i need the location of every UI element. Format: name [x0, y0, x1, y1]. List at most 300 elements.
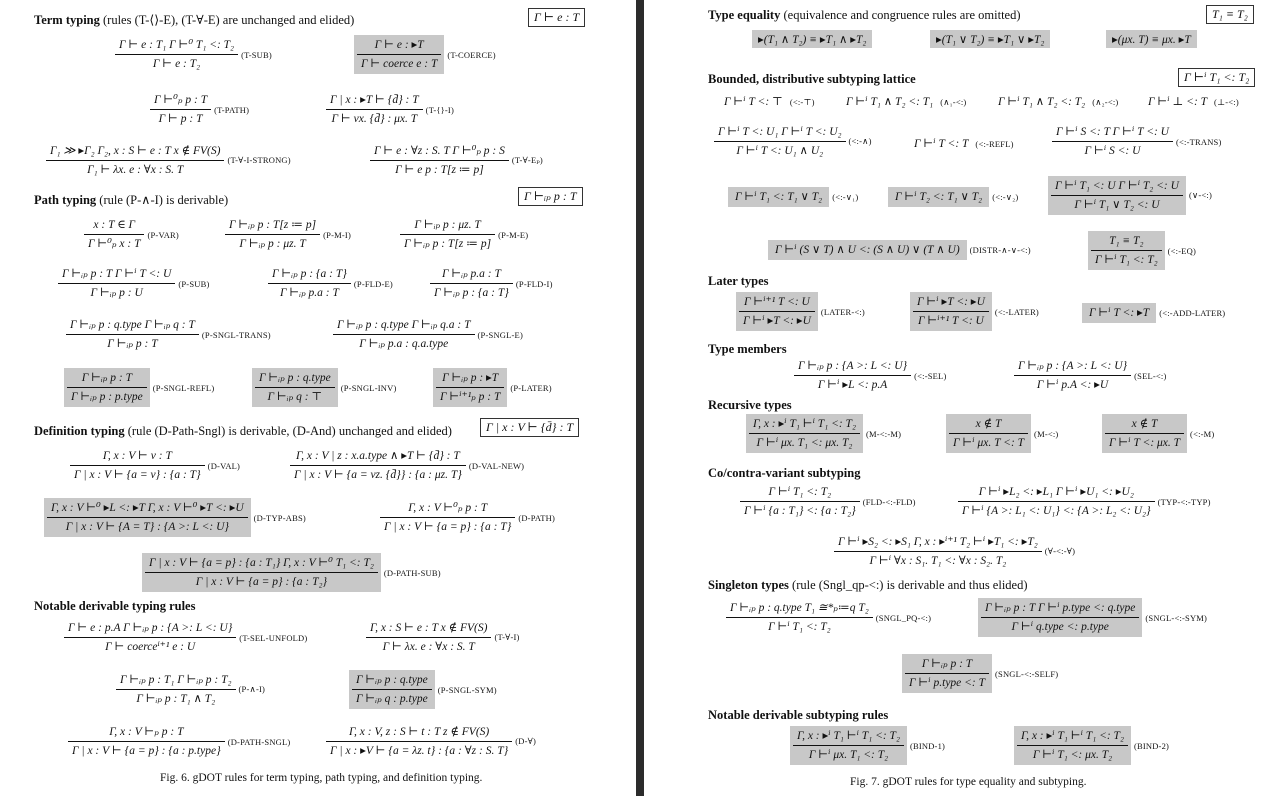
- judgement-path: Γ ⊢ᵢₚ p : T: [518, 187, 583, 206]
- rule-bar: [67, 387, 147, 388]
- rule-name: (SNGL-<:-SYM): [1145, 612, 1208, 623]
- rule-bar: [1051, 195, 1183, 196]
- rule-bar: [357, 54, 441, 55]
- rule-fraction: [326, 724, 512, 759]
- rule-premises: Γ ⊢ᵢₚ p : T₁ Γ ⊢ᵢₚ p : T₂: [120, 674, 232, 686]
- rule-premises: Γ, x : V, z : S ⊢ t : T z ∉ FV(S): [348, 726, 490, 738]
- rule-conclusion: Γ ⊢⁰ₚ x : T: [88, 238, 141, 250]
- rule-premises: Γ, x : ▸ⁱ T₁ ⊢ⁱ T₁ <: T₂: [1021, 730, 1124, 742]
- rule-name: (P-SUB): [178, 278, 210, 289]
- rule-name: (<:-Μ): [1190, 428, 1215, 439]
- rule-conclusion: Γ ⊢ᵢₚ p.a : T: [279, 287, 339, 299]
- rule-bar: [352, 689, 432, 690]
- rule-fraction: [225, 217, 320, 252]
- rule-fraction: [902, 654, 992, 693]
- rule-conclusion: Γ ⊢ⁱ {A >: L₁ <: U₁} <: {A >: L₂ <: U₂}: [962, 505, 1151, 517]
- rule-and1: Γ ⊢ⁱ T₁ ∧ T₂ <: T₁ (∧₁-<:): [846, 96, 967, 108]
- rule-name: (<:-LATER): [994, 306, 1039, 317]
- section-later-types: Later types: [708, 274, 769, 288]
- rule-premises: Γ₁ ≫ ▸Γ₂ Γ₂, x : S ⊢ e : T x ∉ FV(S): [50, 145, 221, 157]
- rule-and: [714, 124, 872, 159]
- rule-p-sngl-sym: [349, 670, 497, 709]
- rule-name: (D-PATH-SUB): [383, 567, 441, 578]
- rule-name: (P-∧-I): [238, 684, 266, 694]
- rule-conclusion: Γ ⊢ⁱ S <: U: [1084, 145, 1141, 157]
- rule-bar: [366, 637, 491, 638]
- rule-premises: Γ ⊢ᵢₚ p : μz. T: [414, 219, 481, 231]
- rule-d-path: [380, 500, 555, 535]
- rule-premises: Γ ⊢ e : ▸T: [374, 39, 424, 51]
- rule-sub-mu: [1102, 414, 1214, 453]
- rule-name: (D-VAL): [207, 460, 241, 471]
- rule-name: (T-COERCE): [447, 49, 496, 60]
- rule-name: (P-Μ-E): [498, 229, 529, 240]
- eq-and: ▸(T₁ ∧ T₂) ≡ ▸T₁ ∧ ▸T₂: [752, 30, 872, 48]
- rule-t-sel-unfold: [64, 620, 307, 655]
- rule-fraction: [354, 35, 444, 74]
- rule-fraction: [1102, 414, 1187, 453]
- rule-bar: [116, 689, 236, 690]
- rule-premises: Γ ⊢ᵢₚ p : ▸T: [442, 372, 499, 384]
- rule-bar: [1052, 141, 1173, 142]
- rule-name: (<:-∧): [848, 136, 872, 146]
- rule-name: (T-SUB): [241, 49, 272, 60]
- rule-conclusion: Γ ⊢ⁱ T₁ <: μx. T₂: [1032, 749, 1113, 761]
- rule-fraction: [433, 368, 507, 407]
- rule-p-fld-e: [268, 266, 393, 301]
- rule-fraction: [349, 670, 435, 709]
- rule-conclusion: Γ ⊢ᵢₚ p : p.type: [71, 391, 143, 403]
- rule-conclusion: Γ ⊢ λx. e : ∀x : S. T: [382, 641, 475, 653]
- rule-p-later: [433, 368, 552, 407]
- rule-bar: [1091, 250, 1162, 251]
- rule-fraction: [64, 368, 150, 407]
- rule-name: (<:-EQ): [1167, 245, 1197, 256]
- rule-premises: Γ ⊢ᵢₚ p : T[z ≔ p]: [229, 219, 317, 231]
- rule-t-path: [150, 92, 249, 127]
- rule-bar: [145, 572, 378, 573]
- rule-fraction: [1088, 231, 1165, 270]
- rule-forall: [834, 534, 1075, 569]
- rule-p-sngl-trans: [66, 317, 271, 352]
- rule-conclusion: Γ₁ ⊢ λx. e : ∀x : S. T: [87, 164, 184, 176]
- rule-premises: Γ ⊢ᵢₚ p : q.type T₁ ≅*ₚ≔q T₂: [730, 602, 869, 614]
- rule-fraction: [794, 358, 911, 393]
- rule-p-sngl-e: [333, 317, 523, 352]
- rule-name: (T-SEL-UNFOLD): [239, 632, 308, 643]
- rule-bar: [1017, 745, 1128, 746]
- rule-bar: [370, 160, 509, 161]
- rule-p-and-i: [116, 672, 265, 707]
- rule-fraction: [910, 292, 992, 331]
- rule-conclusion: Γ ⊢ⁱ q.type <: p.type: [1011, 621, 1109, 633]
- rule-mu-mu: [746, 414, 901, 453]
- rule-premises: Γ ⊢ᵢₚ p : q.type Γ ⊢ᵢₚ q.a : T: [337, 319, 471, 331]
- rule-bar: [905, 673, 989, 674]
- rule-bar: [436, 387, 504, 388]
- rule-d-val-new: [290, 448, 524, 483]
- rule-conclusion: Γ ⊢ coerceⁱ⁺¹ e : U: [105, 641, 196, 653]
- rule-fraction: [1052, 124, 1173, 159]
- rule-refl: Γ ⊢ⁱ T <: T (<:-REFL): [914, 138, 1014, 150]
- rule-bar: [749, 433, 860, 434]
- rule-fraction: [115, 37, 238, 72]
- rule-bar: [958, 501, 1155, 502]
- rule-conclusion: Γ ⊢ᵢₚ p : T: [107, 338, 158, 350]
- rule-fraction: [66, 317, 199, 352]
- rule-t-forall-ep: [370, 143, 543, 178]
- rule-bar: [739, 311, 815, 312]
- rule-name: (LATER-<:): [820, 306, 865, 317]
- rule-premises: Γ ⊢ⁱ⁺¹ T <: U: [744, 296, 810, 308]
- rule-bar: [726, 617, 873, 618]
- section-singleton-types: Singleton types (rule (Sngl_qp-<:) is derivable and thus elided): [708, 578, 1028, 592]
- rule-bar: [150, 109, 211, 110]
- rule-premises: Γ | x : V ⊢ {a = p} : {a : T₁} Γ, x : V ⊢⁰ T₁ <: T₂: [149, 557, 374, 569]
- rule-t-coerce: [354, 35, 496, 74]
- rule-conclusion: Γ | x : V ⊢ {a = νz. {d̄}} : {a : μz. T}: [294, 469, 462, 481]
- rule-distr: Γ ⊢ⁱ (S ∨ T) ∧ U <: (S ∧ U) ∨ (T ∧ U) (DISTR-∧-∨-<:): [768, 240, 1031, 260]
- rule-conclusion: Γ ⊢ⁱ {a : T₁} <: {a : T₂}: [744, 505, 856, 517]
- rule-fraction: [714, 124, 846, 159]
- judgement-subtyping: Γ ⊢ⁱ T₁ <: T₂: [1178, 68, 1255, 87]
- rule-premises: Γ ⊢ᵢₚ p : q.type: [259, 372, 331, 384]
- rule-bar: [46, 160, 224, 161]
- rule-conclusion: Γ ⊢ⁱ p.A <: ▸U: [1036, 379, 1109, 391]
- rule-mu-sub: [946, 414, 1058, 453]
- judgement-definition: Γ | x : V ⊢ {d̄} : T: [480, 418, 579, 437]
- rule-premises: T₁ ≡ T₂: [1109, 235, 1144, 247]
- rule-fraction: [1014, 358, 1131, 393]
- rule-t-sub: [115, 37, 272, 72]
- rule-p-var: [84, 217, 179, 252]
- section-recursive-types: Recursive types: [708, 398, 792, 412]
- rule-d-path-sngl: [68, 724, 290, 759]
- rule-bar: [326, 741, 512, 742]
- rule-bind2: [1014, 726, 1169, 765]
- rule-bar: [834, 551, 1042, 552]
- rule-bar: [268, 283, 351, 284]
- rule-conclusion: Γ | x : V ⊢ {a = p} : {a : T₂}: [195, 576, 328, 588]
- rule-d-path-sub: [142, 553, 441, 592]
- rule-conclusion: Γ ⊢ⁱ ∀x : S₁. T₁ <: ∀x : S₂. T₂: [869, 555, 1007, 567]
- rule-premises: Γ ⊢ᵢₚ p : {a : T}: [272, 268, 347, 280]
- section-term-typing: Term typing (rules (T-⟨⟩-E), (T-∀-E) are unchanged and elided): [34, 13, 355, 27]
- rule-bar: [58, 283, 175, 284]
- rule-and2: Γ ⊢ⁱ T₁ ∧ T₂ <: T₂ (∧₂-<:): [998, 96, 1119, 108]
- rule-typ: [958, 484, 1211, 519]
- section-notable-subtyping: Notable derivable subtyping rules: [708, 708, 889, 722]
- section-path-typing: Path typing (rule (P-∧-I) is derivable): [34, 193, 229, 207]
- rule-fraction: [366, 620, 491, 655]
- rule-name: (P-Μ-I): [323, 229, 351, 240]
- rule-name: (Μ-<:-Μ): [865, 428, 902, 439]
- rule-conclusion: Γ ⊢ p : T: [158, 113, 203, 125]
- rule-conclusion: Γ | x : ▸V ⊢ {a = λz. t} : {a : ∀z : S. T}: [330, 745, 509, 757]
- rule-sub-later: [910, 292, 1039, 331]
- rule-conclusion: Γ ⊢ⁱ T₁ <: T₂: [768, 621, 831, 633]
- rule-bar: [66, 334, 199, 335]
- rule-conclusion: Γ ⊢ᵢₚ q : p.type: [356, 693, 428, 705]
- rule-premises: Γ, x : S ⊢ e : T x ∉ FV(S): [370, 622, 488, 634]
- rule-premises: Γ ⊢ e : p.A Γ ⊢ᵢₚ p : {A >: L <: U}: [68, 622, 233, 634]
- rule-conclusion: Γ ⊢ᵢₚ q : ⊤: [267, 391, 323, 403]
- rule-p-sngl-refl: [64, 368, 214, 407]
- rule-name: (D-∀): [515, 736, 536, 746]
- rule-bar: [400, 234, 495, 235]
- rule-conclusion: Γ | x : V ⊢ {a = v} : {a : T}: [74, 469, 201, 481]
- rule-d-typ-abs: [44, 498, 306, 537]
- rule-p-sub: [58, 266, 209, 301]
- rule-premises: Γ ⊢ᵢₚ p : q.type Γ ⊢ᵢₚ q : T: [70, 319, 195, 331]
- rule-premises: Γ ⊢ᵢₚ p : T Γ ⊢ⁱ p.type <: q.type: [985, 602, 1136, 614]
- rule-d-val: [70, 448, 240, 483]
- rule-fraction: [290, 448, 466, 483]
- rule-t-forall-i-strong: [46, 143, 291, 178]
- rule-fraction: [400, 217, 495, 252]
- rule-name: (T-∀-I-STRONG): [227, 155, 291, 165]
- rule-premises: x ∉ T: [1131, 418, 1158, 430]
- rule-bar: [255, 387, 335, 388]
- rule-name: (SNGL-<:-SELF): [995, 668, 1059, 679]
- rule-name: (P-SNGL-TRANS): [201, 329, 271, 340]
- rule-premises: Γ ⊢ᵢₚ p : {A >: L <: U}: [1018, 360, 1128, 372]
- rule-premises: Γ ⊢ᵢₚ p : {A >: L <: U}: [798, 360, 908, 372]
- rule-fraction: [790, 726, 907, 765]
- rule-fraction: [116, 672, 236, 707]
- rule-conclusion: Γ ⊢ⁱ⁺¹ T <: U: [918, 315, 984, 327]
- rule-t-rec-i: [326, 92, 454, 127]
- rule-name: (FLD-<:-FLD): [862, 496, 916, 507]
- rule-bar: [380, 517, 515, 518]
- judgement-term: Γ ⊢ e : T: [528, 8, 585, 27]
- rule-premises: Γ ⊢ e : T₁ Γ ⊢⁰ T₁ <: T₂: [119, 39, 235, 51]
- rule-conclusion: Γ ⊢ νx. {d̄} : μx. T: [331, 113, 418, 125]
- rule-fraction: [736, 292, 818, 331]
- rule-bar: [290, 465, 466, 466]
- rule-conclusion: Γ ⊢ e : T₂: [152, 58, 201, 70]
- rule-premises: Γ ⊢ⁱ ▸L₂ <: ▸L₁ Γ ⊢ⁱ ▸U₁ <: ▸U₂: [978, 486, 1134, 498]
- rule-premises: Γ, x : ▸ⁱ T₁ ⊢ⁱ T₁ <: T₂: [797, 730, 900, 742]
- rule-premises: x : T ∈ Γ: [93, 219, 136, 231]
- section-definition-typing: Definition typing (rule (D-Path-Sngl) is derivable, (D-And) unchanged and elided): [34, 424, 452, 438]
- rule-premises: Γ ⊢ⁱ ▸T <: ▸U: [917, 296, 985, 308]
- rule-sel2: [1014, 358, 1166, 393]
- rule-fraction: [946, 414, 1031, 453]
- rule-name: (<:-TRANS): [1175, 136, 1222, 147]
- rule-conclusion: Γ | x : V ⊢ {a = p} : {a : p.type}: [72, 745, 221, 757]
- rule-premises: Γ ⊢ⁱ T₁ <: T₂: [768, 486, 832, 498]
- rule-conclusion: Γ ⊢ᵢₚ p.a : q.a.type: [359, 338, 449, 350]
- rule-name: (TYP-<:-TYP): [1157, 496, 1211, 507]
- rule-p-mu-i: [225, 217, 351, 252]
- rule-premises: Γ, x : V ⊢⁰ ▸L <: ▸T Γ, x : V ⊢⁰ ▸T <: ▸U: [51, 502, 244, 514]
- section-covariant: Co/contra-variant subtyping: [708, 466, 861, 480]
- rule-bar: [84, 234, 144, 235]
- rule-conclusion: Γ ⊢ᵢₚ p : U: [90, 287, 143, 299]
- rule-fraction: [958, 484, 1155, 519]
- rule-name: (T-{}-I): [425, 104, 454, 115]
- rule-premises: Γ ⊢ᵢₚ p : q.type: [356, 674, 428, 686]
- section-type-equality: Type equality (equivalence and congruence rules are omitted): [708, 8, 1021, 22]
- rule-bar: [794, 375, 911, 376]
- rule-fraction: [740, 484, 860, 519]
- rule-conclusion: Γ ⊢ⁱ T₁ ∨ T₂ <: U: [1074, 199, 1160, 211]
- rule-bar: [70, 465, 205, 466]
- rule-conclusion: Γ ⊢ᵢₚ p : T₁ ∧ T₂: [136, 693, 216, 705]
- rule-name: (SNGL_PQ-<:): [875, 612, 932, 623]
- rule-add-later: Γ ⊢ⁱ T <: ▸T (<:-ADD-LATER): [1082, 303, 1225, 323]
- rule-bar: [333, 334, 475, 335]
- rule-name: (P-VAR): [147, 229, 179, 240]
- rule-conclusion: Γ ⊢ⁱ p.type <: T: [909, 677, 986, 689]
- rule-conclusion: Γ ⊢ᵢₚ p : μz. T: [239, 238, 306, 250]
- rule-fraction: [380, 500, 515, 535]
- rule-sngl-self: [902, 654, 1058, 693]
- rule-conclusion: Γ ⊢ⁱ ▸L <: p.A: [817, 379, 888, 391]
- rule-fraction: [68, 724, 225, 759]
- rule-name: (BIND-1): [909, 740, 946, 751]
- rule-name: (<:-SEL): [914, 370, 947, 381]
- rule-name: (Μ-<:): [1034, 428, 1059, 439]
- rule-d-forall: [326, 724, 536, 759]
- rule-or2: Γ ⊢ⁱ T₂ <: T₁ ∨ T₂ (<:-∨₂): [888, 187, 1018, 207]
- rule-name: (T-PATH): [214, 104, 250, 115]
- rule-bar: [949, 433, 1028, 434]
- rule-bar: [740, 501, 860, 502]
- rule-conclusion: Γ ⊢ⁱ⁺¹ₚ p : T: [440, 391, 501, 403]
- rule-premises: Γ, x : V ⊢⁰ₚ p : T: [408, 502, 488, 514]
- rule-bar: [225, 234, 320, 235]
- rule-premises: Γ ⊢⁰ₚ p : T: [154, 94, 208, 106]
- rule-name: (T-∀-I): [494, 632, 520, 642]
- rule-premises: Γ, x : ▸ⁱ T₁ ⊢ⁱ T₁ <: T₂: [753, 418, 856, 430]
- rule-bar: [64, 637, 236, 638]
- rule-eq: [1088, 231, 1196, 270]
- rule-premises: Γ, x : V ⊢ v : T: [102, 450, 172, 462]
- rule-name: (P-FLD-I): [515, 278, 553, 289]
- rule-fraction: [370, 143, 509, 178]
- rule-conclusion: Γ ⊢ⁱ μx. T <: T: [953, 437, 1025, 449]
- rule-bar: [793, 745, 904, 746]
- rule-name: (P-SNGL-E): [477, 329, 523, 340]
- rule-premises: Γ ⊢ᵢₚ p.a : T: [441, 268, 501, 280]
- rule-conclusion: Γ | x : V ⊢ {A = T} : {A >: L <: U}: [65, 521, 229, 533]
- rule-conclusion: Γ ⊢ coerce e : T: [361, 58, 438, 70]
- rule-fraction: [150, 92, 211, 127]
- rule-trans: [1052, 124, 1222, 159]
- rule-conclusion: Γ ⊢ⁱ T <: U₁ ∧ U₂: [736, 145, 824, 157]
- page-gutter: [636, 0, 644, 796]
- rule-conclusion: Γ ⊢ⁱ T <: μx. T: [1109, 437, 1181, 449]
- rule-name: (T-∀-Eₚ): [511, 155, 543, 165]
- page-right: [644, 0, 1280, 796]
- rule-premises: Γ ⊢ⁱ T₁ <: U Γ ⊢ⁱ T₂ <: U: [1055, 180, 1179, 192]
- rule-t-forall-i: [366, 620, 520, 655]
- rule-bind1: [790, 726, 945, 765]
- rule-fraction: [46, 143, 224, 178]
- rule-premises: Γ | x : ▸T ⊢ {d̄} : T: [330, 94, 419, 106]
- rule-fraction: [430, 266, 513, 301]
- caption-fig6: Fig. 6. gDOT rules for term typing, path typing, and definition typing.: [160, 772, 483, 784]
- rule-fraction: [44, 498, 251, 537]
- section-lattice: Bounded, distributive subtyping lattice: [708, 72, 916, 86]
- rule-premises: x ∉ T: [975, 418, 1002, 430]
- rule-later-sub: [736, 292, 865, 331]
- rule-premises: Γ ⊢ⁱ T <: U₁ Γ ⊢ⁱ T <: U₂: [718, 126, 842, 138]
- rule-name: (D-PATH): [518, 512, 556, 523]
- rule-premises: Γ, x : V ⊢ₚ p : T: [109, 726, 184, 738]
- rule-bar: [115, 54, 238, 55]
- rule-name: (∨-<:): [1188, 190, 1213, 200]
- rule-bar: [981, 617, 1139, 618]
- rule-name: (∀-<:-∀): [1044, 546, 1076, 556]
- eq-mu: ▸(μx. T) ≡ μx. ▸T: [1106, 30, 1197, 48]
- rule-fraction: [70, 448, 205, 483]
- rule-conclusion: Γ ⊢ᵢₚ p : T[z ≔ p]: [404, 238, 492, 250]
- rule-name: (SEL-<:): [1134, 370, 1167, 381]
- section-notable-typing: Notable derivable typing rules: [34, 599, 196, 613]
- rule-fraction: [726, 600, 873, 635]
- rule-name: (P-SNGL-SYM): [437, 684, 497, 695]
- rule-sub-top: Γ ⊢ⁱ T <: ⊤ (<:-⊤): [724, 96, 815, 108]
- rule-conclusion: Γ ⊢ⁱ ▸T <: ▸U: [743, 315, 811, 327]
- rule-fraction: [746, 414, 863, 453]
- rule-premises: Γ ⊢ᵢₚ p : T: [81, 372, 133, 384]
- rule-fraction: [1048, 176, 1186, 215]
- judgement-type-equality: T₁ ≡ T₂: [1206, 5, 1254, 24]
- rule-premises: Γ ⊢ⁱ S <: T Γ ⊢ⁱ T <: U: [1056, 126, 1169, 138]
- rule-conclusion: Γ ⊢ᵢₚ p : {a : T}: [434, 287, 509, 299]
- rule-or1: Γ ⊢ⁱ T₁ <: T₁ ∨ T₂ (<:-∨₁): [728, 187, 858, 207]
- rule-premises: Γ, x : V | z : x.a.type ∧ ▸T ⊢ {d̄} : T: [296, 450, 460, 462]
- rule-conclusion: Γ ⊢ⁱ μx. T₁ <: T₂: [808, 749, 889, 761]
- rule-or: [1048, 176, 1212, 215]
- rule-conclusion: Γ | x : V ⊢ {a = p} : {a : T}: [384, 521, 512, 533]
- eq-or: ▸(T₁ ∨ T₂) ≡ ▸T₁ ∨ ▸T₂: [930, 30, 1050, 48]
- rule-bar: [913, 311, 989, 312]
- rule-sngl-pq: [726, 600, 931, 635]
- rule-p-sngl-inv: [252, 368, 396, 407]
- section-type-members: Type members: [708, 342, 787, 356]
- rule-fraction: [252, 368, 338, 407]
- rule-premises: Γ ⊢ᵢₚ p : T: [921, 658, 973, 670]
- rule-bar: [1105, 433, 1184, 434]
- rule-name: (BIND-2): [1133, 740, 1170, 751]
- rule-name: (D-TYP-ABS): [253, 512, 306, 523]
- rule-bar: [326, 109, 423, 110]
- rule-bar: [430, 283, 513, 284]
- rule-name: (P-SNGL-INV): [340, 382, 397, 393]
- rule-name: (P-FLD-E): [353, 278, 393, 289]
- rule-fraction: [84, 217, 144, 252]
- rule-conclusion: Γ ⊢ⁱ μx. T₁ <: μx. T₂: [756, 437, 853, 449]
- rule-name: (D-PATH-SNGL): [227, 736, 291, 747]
- rule-premises: Γ ⊢ᵢₚ p : T Γ ⊢ⁱ T <: U: [62, 268, 172, 280]
- rule-p-fld-i: [430, 266, 553, 301]
- rule-bot: Γ ⊢ⁱ ⊥ <: T (⊥-<:): [1148, 96, 1239, 108]
- rule-premises: Γ ⊢ e : ∀z : S. T Γ ⊢⁰ₚ p : S: [374, 145, 505, 157]
- rule-name: (P-SNGL-REFL): [152, 382, 215, 393]
- rule-sngl-sym: [978, 598, 1207, 637]
- rule-bar: [47, 517, 248, 518]
- rule-fraction: [142, 553, 381, 592]
- rule-conclusion: Γ ⊢ⁱ T₁ <: T₂: [1095, 254, 1158, 266]
- rule-bar: [714, 141, 846, 142]
- rule-fld: [740, 484, 916, 519]
- rule-premises: Γ ⊢ⁱ ▸S₂ <: ▸S₁ Γ, x : ▸ⁱ⁺¹ T₂ ⊢ⁱ ▸T₁ <: ▸T₂: [838, 536, 1038, 548]
- rule-conclusion: Γ ⊢ e p : T[z ≔ p]: [395, 164, 484, 176]
